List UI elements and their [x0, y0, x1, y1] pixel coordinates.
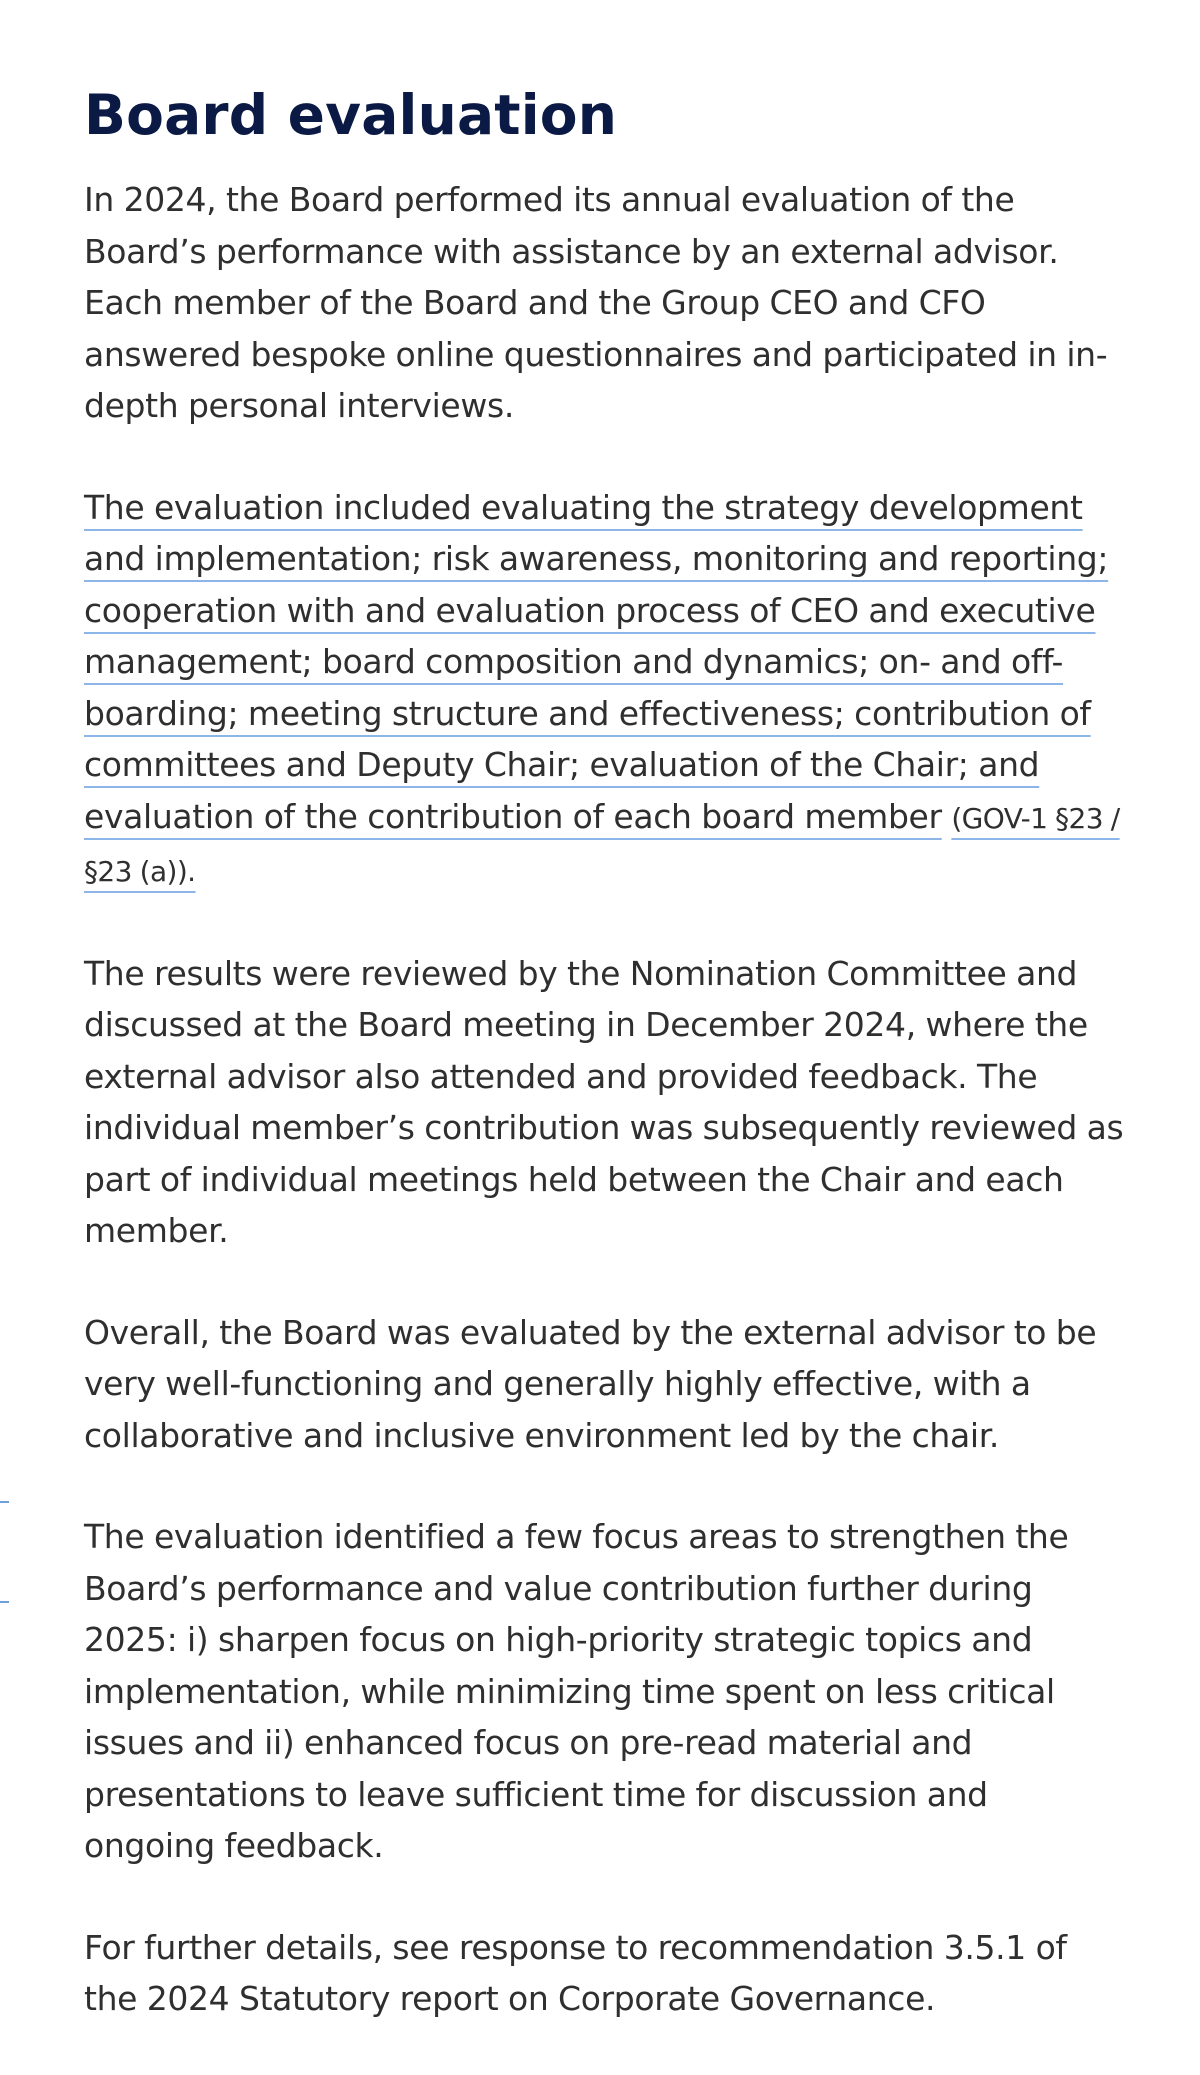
- section-title: Board evaluation: [84, 83, 618, 147]
- paragraph-overall-assessment: Overall, the Board was evaluated by the external advisor to be very well-functioning and generally highly effective, with a collaborative and inclusive environment led by the chair.: [84, 1312, 1097, 1455]
- paragraph-focus-areas: The evaluation identified a few focus areas to strengthen the Board’s performance and value contribution further during 2025: i) sharpen focus on high-priority strategic topics and implementation, while minimizing time spent on less critical issues and ii) enhanced focus on pre-read material and presentations to leave sufficient time for discussion and ongoing feedback.: [84, 1517, 1069, 1865]
- board-evaluation-section: [84, 80, 1124, 2075]
- paragraph-evaluation-process: In 2024, the Board performed its annual evaluation of the Board’s performance with assistance by an external advisor. Each member of the Board and the Group CEO and CFO answered bespoke online questionnaires and participated in in-depth personal interviews.: [84, 180, 1108, 425]
- paragraph-further-details: For further details, see response to recommendation 3.5.1 of the 2024 Statutory report on Corporate Governance.: [84, 1927, 1067, 2018]
- margin-marker-top: [0, 1501, 9, 1503]
- disclosure-reference: (GOV-1 §23 / §23 (a)).: [84, 801, 1120, 888]
- paragraph-results-review: The results were reviewed by the Nomination Committee and discussed at the Board meeting in December 2024, where the external advisor also attended and provided feedback. The individual member’s contribution was subsequently reviewed as part of individual meetings held between the Chair and each member.: [84, 953, 1124, 1250]
- margin-marker-bottom: [0, 1601, 9, 1603]
- evaluation-scope-text: The evaluation included evaluating the strategy development and implementation; risk awareness, monitoring and reporting; cooperation with and evaluation process of CEO and executive management; board composition and dynamics; on- and off-boarding; meeting structure and effectiveness; contribution of committees and Deputy Chair; evaluation of the Chair; and evaluation of the contribution of each board member: [84, 487, 1109, 836]
- paragraph-evaluation-scope: [84, 482, 1124, 898]
